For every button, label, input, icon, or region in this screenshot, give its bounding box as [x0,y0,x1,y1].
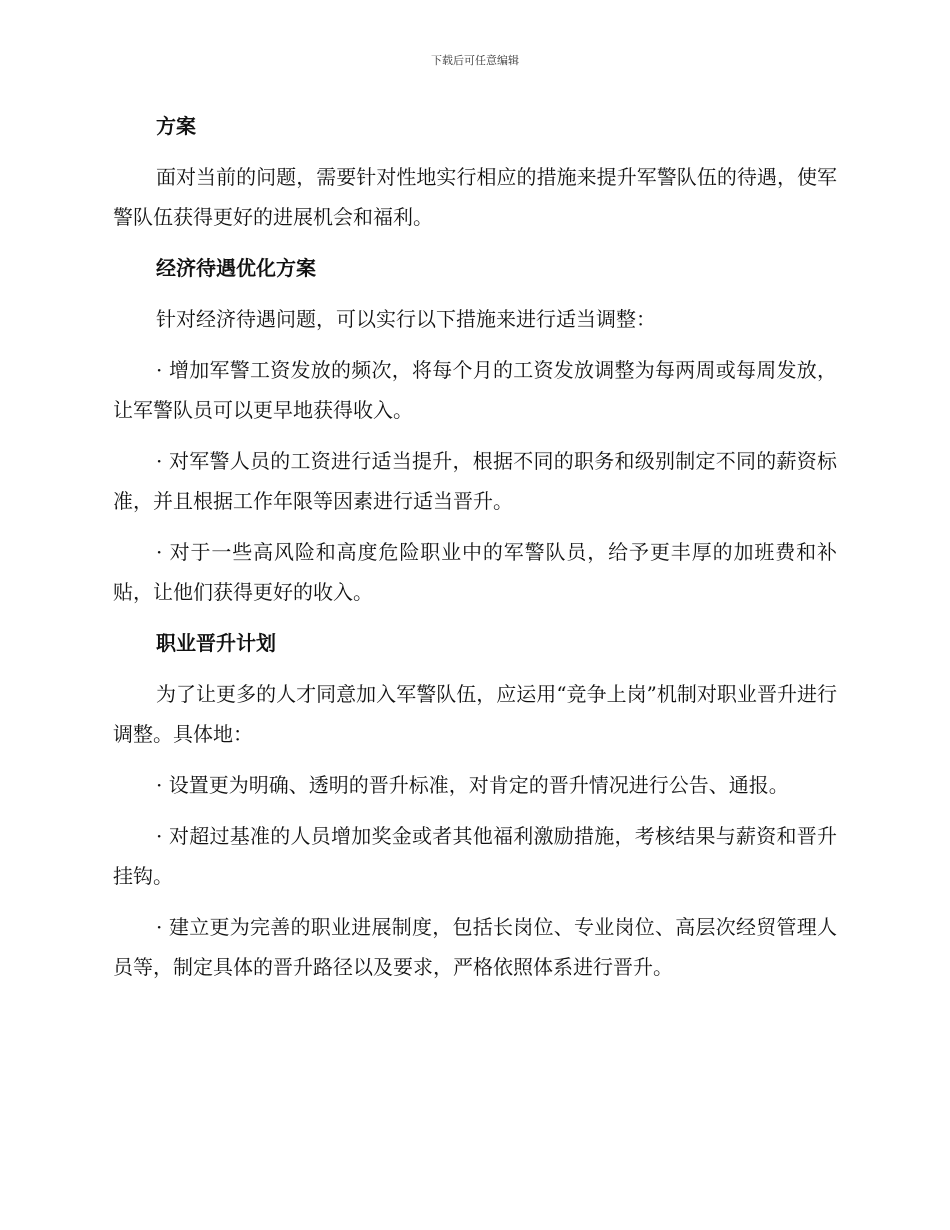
section-heading-career: 职业晋升计划 [156,631,276,655]
section-heading-plan: 方案 [156,114,196,138]
section-heading-economic: 经济待遇优化方案 [156,256,316,280]
bullet-economic-3: · 对于一些高风险和高度危险职业中的军警队员，给予更丰厚的加班费和补贴，让他们获得更好的收入。 [113,540,837,604]
bullet-career-2: · 对超过基准的人员增加奖金或者其他福利激励措施，考核结果与薪资和晋升挂钩。 [113,824,837,888]
paragraph-economic-intro: 针对经济待遇问题，可以实行以下措施来进行适当调整： [156,307,656,331]
bullet-career-1: · 设置更为明确、透明的晋升标准，对肯定的晋升情况进行公告、通报。 [156,773,789,797]
paragraph-intro: 面对当前的问题，需要针对性地实行相应的措施来提升军警队伍的待遇，使军警队伍获得更好的进展机会和福利。 [113,165,837,229]
bullet-economic-2: · 对军警人员的工资进行适当提升，根据不同的职务和级别制定不同的薪资标准，并且根据工作年限等因素进行适当晋升。 [113,449,837,513]
bullet-career-3: · 建立更为完善的职业进展制度，包括长岗位、专业岗位、高层次经贸管理人员等，制定具体的晋升路径以及要求，严格依照体系进行晋升。 [113,915,837,979]
paragraph-career-intro: 为了让更多的人才同意加入军警队伍，应运用“竞争上岗”机制对职业晋升进行调整。具体地： [113,682,837,746]
page-header: 下载后可任意编辑 [431,54,519,67]
document-body [113,106,837,998]
bullet-economic-1: · 增加军警工资发放的频次，将每个月的工资发放调整为每两周或每周发放，让军警队员可以更早地获得收入。 [113,358,837,422]
